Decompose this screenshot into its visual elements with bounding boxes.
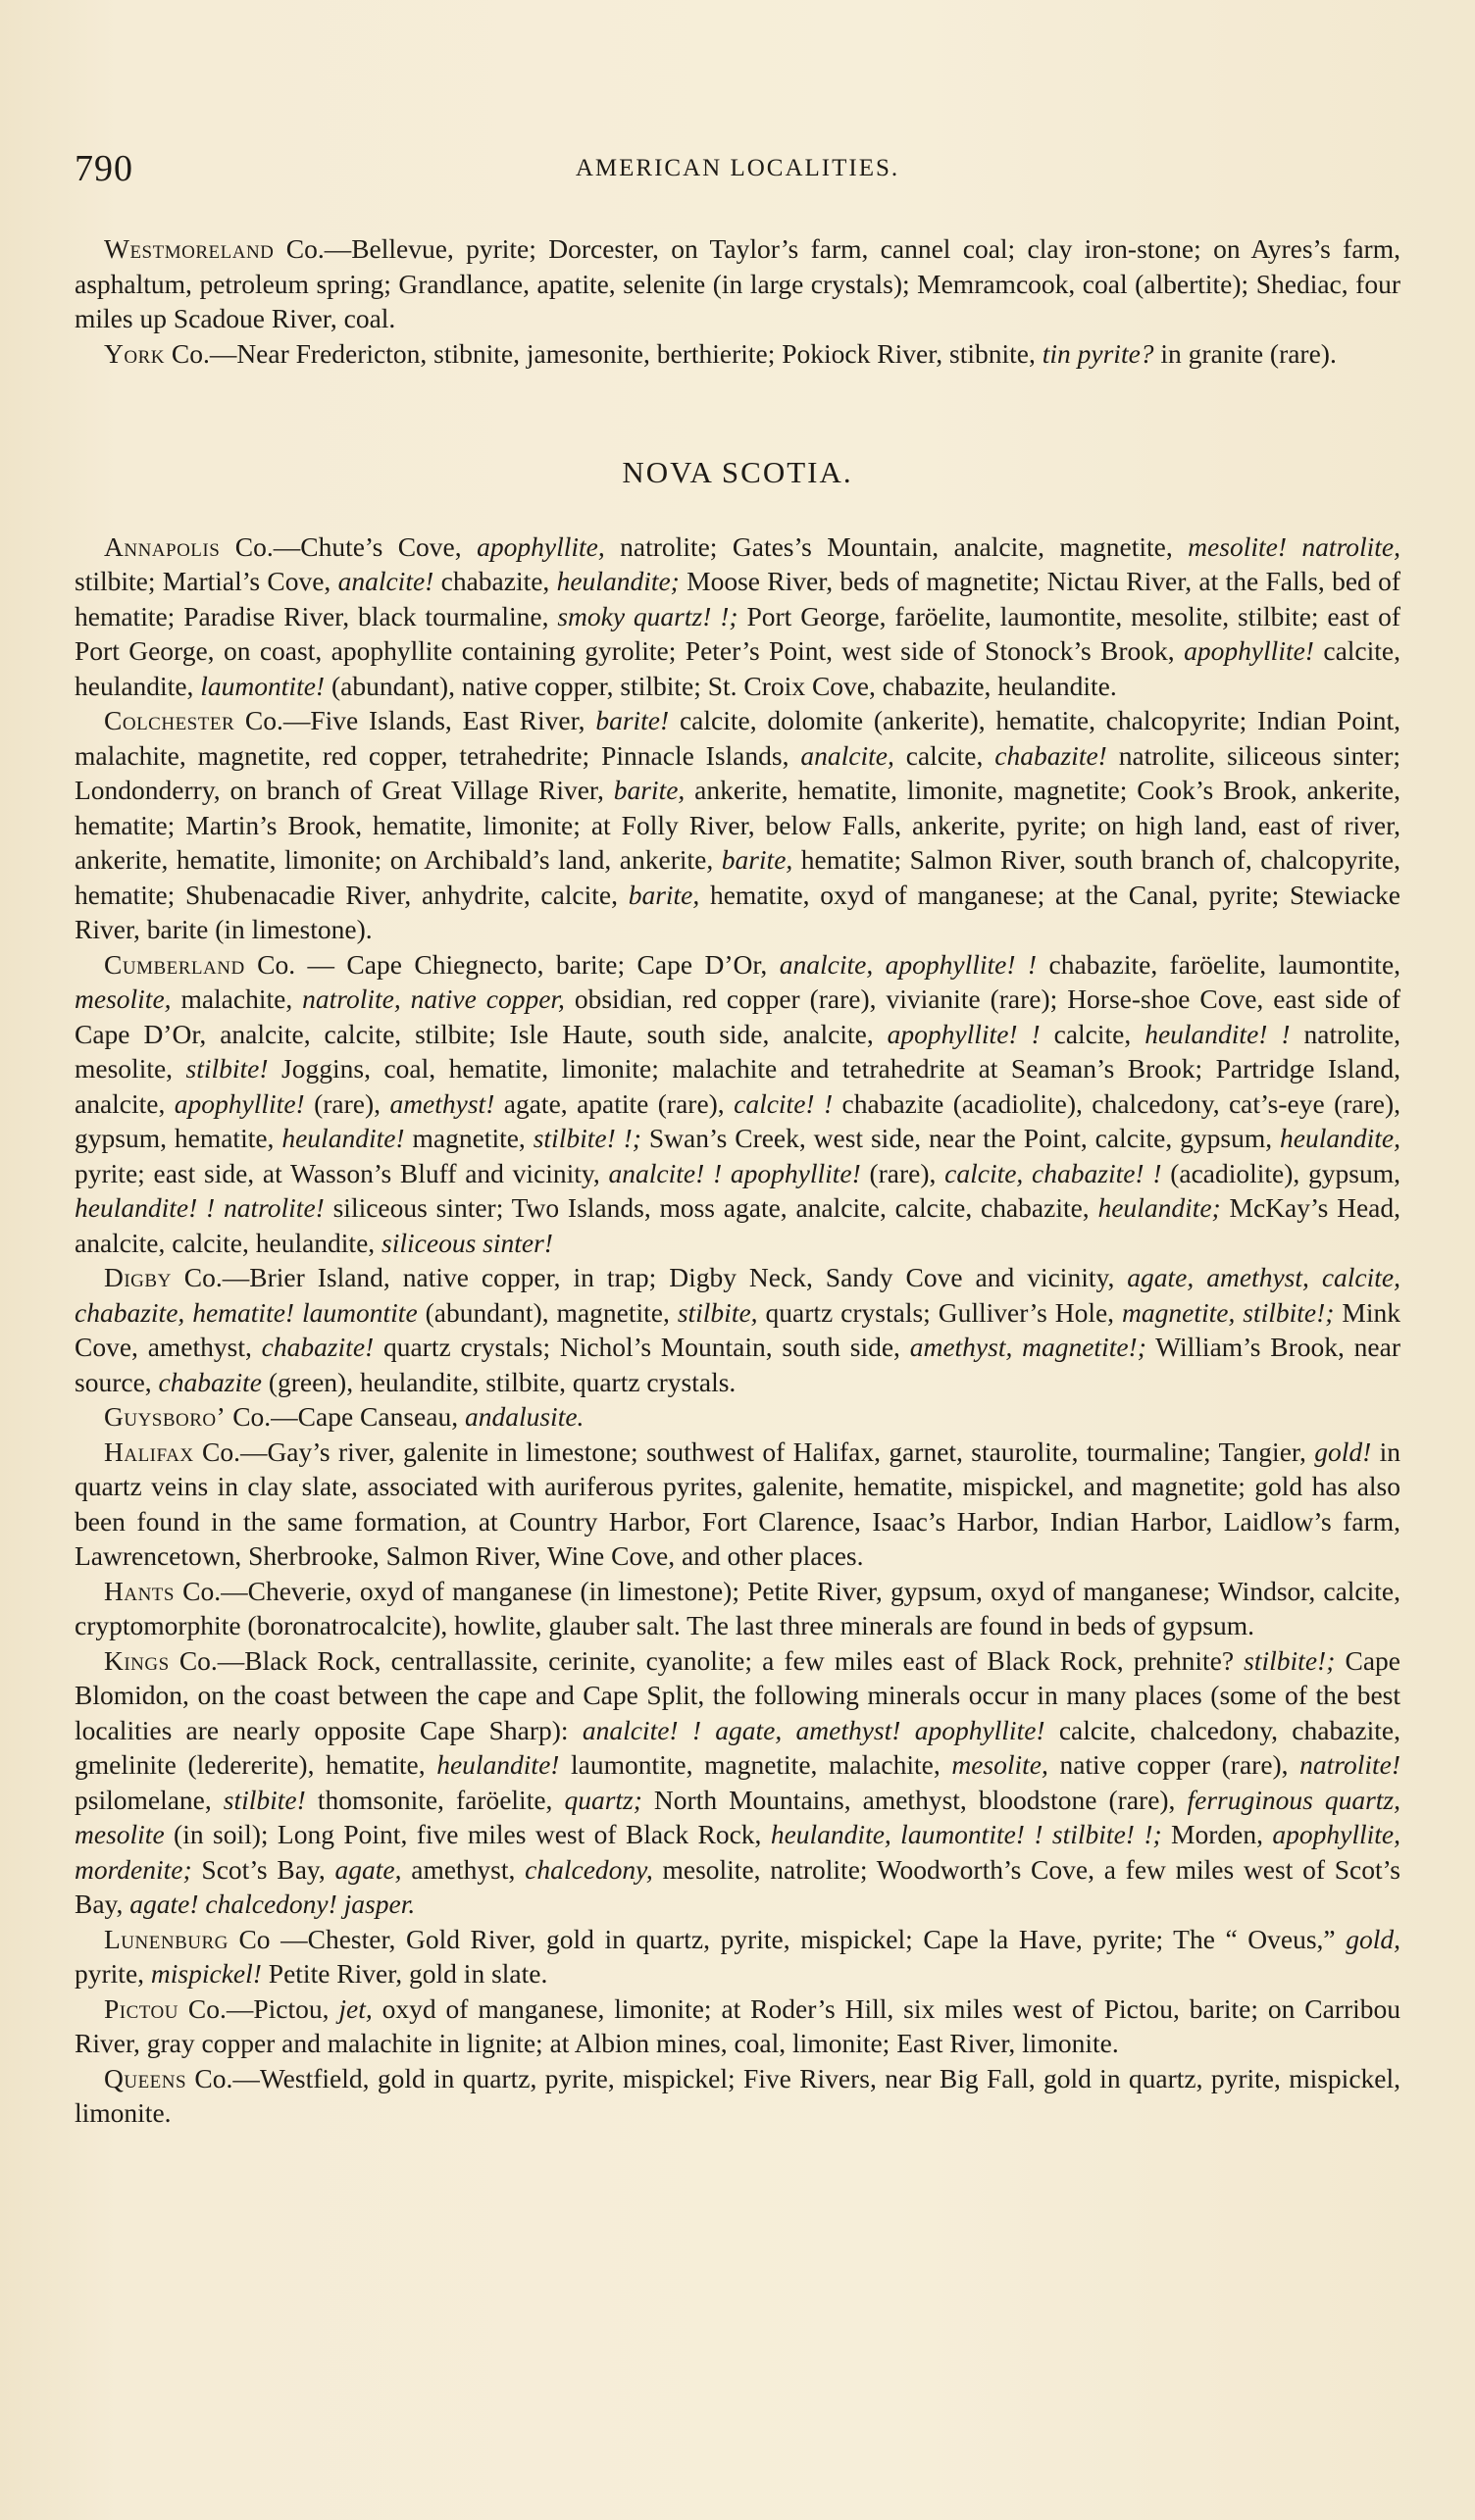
- county-entry: [75, 231, 1400, 336]
- entry-text: Petite River, gold in slate.: [261, 1958, 548, 1989]
- mineral-emphasis: analcite, apophyllite! !: [779, 948, 1038, 980]
- mineral-emphasis: mesolite,: [951, 1749, 1048, 1780]
- entry-text: calcite, chalcedony, chabazite, gmelinite (ledererite), hematite,: [75, 1714, 1400, 1780]
- entry-text: natrolite, mesolite,: [75, 1018, 1401, 1084]
- entry-text: chabazite (acadiolite), chalcedony, cat’s-eye (rare), gypsum, hematite,: [75, 1087, 1401, 1153]
- entry-text: Co. — Cape Chiegnecto, barite; Cape D’Or,: [244, 948, 780, 980]
- mineral-emphasis: analcite!: [337, 566, 434, 596]
- entry-text: Co.—Chute’s Cove,: [220, 530, 478, 562]
- entry-text: ankerite, hematite, limonite, magnetite; Cook’s Brook, ankerite, hematite; Martin’s Brook, hematite, limonite; at Folly River, below Falls, ankerite, pyrite; on high land, east of river, ankerite, hematite, limonite; on Archibald’s land, ankerite,: [75, 775, 1400, 875]
- entry-text: (acadiolite), gypsum,: [1161, 1157, 1400, 1188]
- entry-text: quartz crystals; Nichol’s Mountain, south side,: [374, 1332, 910, 1362]
- entry-text: malachite,: [171, 983, 303, 1014]
- mineral-emphasis: gold!: [1314, 1436, 1372, 1467]
- entry-text: Co.—Cheverie, oxyd of manganese (in limestone); Petite River, gypsum, oxyd of manganese; Windsor, calcite, cryptomorphite (boronatrocalcite), howlite, glauber salt. The last three minerals are found in beds of gypsum.: [75, 1575, 1400, 1640]
- county-entry: [75, 1922, 1400, 1991]
- entry-text: agate, apatite (rare),: [494, 1087, 735, 1119]
- mineral-emphasis: ferruginous quartz, mesolite: [75, 1784, 1400, 1849]
- mineral-emphasis: mesolite,: [75, 983, 172, 1014]
- mineral-emphasis: stilbite,: [677, 1296, 758, 1328]
- entry-text: (rare),: [860, 1157, 945, 1188]
- entry-text: (abundant), magnetite,: [417, 1296, 678, 1328]
- mineral-emphasis: barite,: [613, 775, 686, 805]
- county-name: Colchester: [104, 705, 235, 735]
- entry-text: Co.—Pictou,: [178, 1992, 339, 2024]
- mineral-emphasis: natrolite!: [1299, 1749, 1401, 1780]
- mineral-emphasis: apophyllite,: [477, 530, 605, 562]
- county-entry: [75, 1435, 1400, 1574]
- entry-text: oxyd of manganese, limonite; at Roder’s Hill, six miles west of Pictou, barite; on Carribou River, gray copper and malachite in lignite; at Albion mines, coal, limonite; East River, limonite.: [75, 1992, 1400, 2058]
- mineral-emphasis: calcite, chabazite! !: [944, 1157, 1162, 1188]
- mineral-emphasis: heulandite!: [281, 1123, 405, 1153]
- mineral-emphasis: analcite! ! apophyllite!: [608, 1157, 861, 1188]
- county-entry: [75, 336, 1400, 372]
- entry-text: siliceous sinter; Two Islands, moss agate, analcite, calcite, chabazite,: [324, 1192, 1098, 1223]
- entry-text: hematite; Salmon River, south branch of, chalcopyrite, hematite; Shubenacadie River, anhydrite, calcite,: [75, 844, 1400, 910]
- mineral-emphasis: heulandite, laumontite! ! stilbite! !;: [770, 1819, 1162, 1849]
- page-number: 790: [75, 148, 133, 189]
- mineral-emphasis: chalcedony,: [525, 1853, 653, 1885]
- mineral-emphasis: stilbite!: [223, 1784, 306, 1815]
- mineral-emphasis: chabazite!: [261, 1332, 375, 1362]
- entry-text: Co.—Black Rock, centrallassite, cerinite, cyanolite; a few miles east of Black Rock, prehnite?: [169, 1644, 1245, 1676]
- county-entry: [75, 1260, 1400, 1399]
- new-brunswick-entries: [75, 231, 1400, 371]
- mineral-emphasis: analcite,: [800, 739, 894, 771]
- entry-text: thomsonite, faröelite,: [305, 1784, 565, 1815]
- mineral-emphasis: apophyllite!: [174, 1087, 305, 1119]
- entry-text: Port George, faröelite, laumontite, mesolite, stilbite; east of Port George, on coast, apophyllite containing gyrolite; Peter’s Point, west side of Stonock’s Brook,: [75, 600, 1400, 666]
- entry-text: Co.—Brier Island, native copper, in trap; Digby Neck, Sandy Cove and vicinity,: [171, 1262, 1128, 1292]
- entry-text: stilbite; Martial’s Cove,: [75, 566, 338, 596]
- entry-text: McKay’s Head, analcite, calcite, heulandite,: [75, 1192, 1400, 1258]
- entry-text: Scot’s Bay,: [191, 1853, 335, 1885]
- mineral-emphasis: jet,: [338, 1992, 373, 2024]
- mineral-emphasis: apophyllite! !: [887, 1018, 1041, 1049]
- entry-text: mesolite, natrolite; Woodworth’s Cove, a few miles west of Scot’s Bay,: [75, 1853, 1400, 1919]
- mineral-emphasis: apophyllite!: [1184, 635, 1314, 666]
- county-entry: [75, 1643, 1400, 1922]
- entry-text: William’s Brook, near source,: [75, 1332, 1400, 1397]
- mineral-emphasis: gold,: [1346, 1923, 1400, 1954]
- county-entry: [75, 1991, 1400, 2061]
- mineral-emphasis: quartz;: [564, 1784, 642, 1815]
- mineral-emphasis: amethyst!: [389, 1087, 495, 1119]
- entry-text: North Mountains, amethyst, bloodstone (rare),: [641, 1784, 1188, 1815]
- entry-text: Cape Blomidon, on the coast between the cape and Cape Split, the following minerals occur in many places (some of the best localities are nearly opposite Cape Sharp):: [75, 1644, 1400, 1745]
- mineral-emphasis: stilbite!;: [1244, 1644, 1336, 1676]
- entry-text: calcite,: [893, 739, 995, 771]
- entry-text: Swan’s Creek, west side, near the Point, calcite, gypsum,: [640, 1123, 1281, 1153]
- mineral-emphasis: stilbite! !;: [533, 1123, 641, 1153]
- section-heading-nova-scotia: NOVA SCOTIA.: [622, 455, 853, 489]
- mineral-emphasis: barite,: [628, 879, 700, 910]
- county-name: Westmoreland: [104, 233, 275, 264]
- entry-text: pyrite; east side, at Wasson’s Bluff and vicinity,: [75, 1157, 609, 1188]
- mineral-emphasis: heulandite;: [556, 566, 680, 596]
- county-entry: [75, 1574, 1400, 1643]
- mineral-emphasis: heulandite!: [436, 1749, 560, 1780]
- mineral-emphasis: calcite! !: [734, 1087, 834, 1119]
- mineral-emphasis: amethyst, magnetite!;: [909, 1332, 1146, 1362]
- county-entry: [75, 2061, 1400, 2131]
- mineral-emphasis: barite,: [721, 844, 793, 875]
- mineral-emphasis: siliceous sinter!: [381, 1227, 553, 1258]
- county-entry: [75, 1399, 1400, 1435]
- entry-text: Co.—Cape Canseau,: [226, 1401, 465, 1432]
- entry-text: laumontite, magnetite, malachite,: [559, 1749, 952, 1780]
- entry-text: natrolite; Gates’s Mountain, analcite, magnetite,: [604, 530, 1189, 562]
- county-entry: [75, 703, 1400, 947]
- nova-scotia-entries: [75, 529, 1400, 2131]
- mineral-emphasis: andalusite.: [464, 1401, 585, 1432]
- page-header: [75, 147, 1400, 196]
- entry-text: Mink Cove, amethyst,: [75, 1296, 1401, 1362]
- entry-text: Co —Chester, Gold River, gold in quartz, pyrite, mispickel; Cape la Have, pyrite; The “ Oveus,”: [228, 1923, 1347, 1954]
- mineral-emphasis: apophyllite, mordenite;: [75, 1819, 1401, 1885]
- mineral-emphasis: heulandite;: [1097, 1192, 1221, 1223]
- mineral-emphasis: magnetite, stilbite!;: [1122, 1296, 1335, 1328]
- county-name: Pictou: [104, 1992, 178, 2024]
- mineral-emphasis: laumontite!: [200, 670, 326, 701]
- mineral-emphasis: analcite! ! agate, amethyst! apophyllite!: [582, 1714, 1045, 1745]
- entry-text: (in soil); Long Point, five miles west of Black Rock,: [164, 1819, 771, 1849]
- county-name: Halifax: [104, 1436, 194, 1467]
- county-name: Kings: [104, 1644, 170, 1676]
- mineral-emphasis: heulandite,: [1280, 1123, 1401, 1153]
- mineral-emphasis: natrolite, native copper,: [302, 983, 565, 1014]
- mineral-emphasis: barite!: [595, 705, 670, 735]
- mineral-emphasis: heulandite! ! natrolite!: [75, 1192, 325, 1223]
- mineral-emphasis: smoky quartz! !;: [557, 600, 738, 631]
- entry-text: Co.—Westfield, gold in quartz, pyrite, mispickel; Five Rivers, near Big Fall, gold in quartz, pyrite, mispickel, limonite.: [75, 2062, 1400, 2128]
- entry-text: (green), heulandite, stilbite, quartz crystals.: [261, 1366, 737, 1397]
- entry-text: (abundant), native copper, stilbite; St. Croix Cove, chabazite, heulandite.: [325, 670, 1117, 701]
- entry-text: Morden,: [1161, 1819, 1273, 1849]
- page-body: [75, 231, 1400, 2131]
- entry-text: Co.—Five Islands, East River,: [234, 705, 596, 735]
- mineral-emphasis: chabazite: [158, 1366, 262, 1397]
- entry-text: hematite, oxyd of manganese; at the Canal, pyrite; Stewiacke River, barite (in limestone).: [75, 879, 1401, 944]
- entry-text: chabazite,: [433, 566, 557, 596]
- entry-text: native copper (rare),: [1047, 1749, 1300, 1780]
- county-name: Guysboro’: [104, 1401, 227, 1432]
- county-name: York: [104, 337, 165, 369]
- entry-text: quartz crystals; Gulliver’s Hole,: [757, 1296, 1123, 1328]
- entry-text: pyrite,: [75, 1958, 151, 1989]
- county-name: Lunenburg: [104, 1923, 229, 1954]
- mineral-emphasis: mispickel!: [150, 1958, 262, 1989]
- entry-text: magnetite,: [404, 1123, 534, 1153]
- county-name: Cumberland: [104, 948, 245, 980]
- entry-text: in quartz veins in clay slate, associated with auriferous pyrites, galenite, hematite, mispickel, and magnetite; gold has also been found in the same formation, at Country Harbor, Fort Clarence, Isaac’s Harbor, Indian Harbor, Laidlow’s farm, Lawrencetown, Sherbrooke, Salmon River, Wine Cove, and other places.: [75, 1436, 1400, 1571]
- entry-text: Joggins, coal, hematite, limonite; malachite and tetrahedrite at Seaman’s Brook; Partridge Island, analcite,: [75, 1053, 1400, 1119]
- mineral-emphasis: stilbite!: [185, 1053, 269, 1084]
- running-title: AMERICAN LOCALITIES.: [575, 155, 900, 181]
- mineral-emphasis: heulandite! !: [1144, 1018, 1291, 1049]
- county-entry: [75, 947, 1400, 1261]
- entry-text: Co.—Gay’s river, galenite in limestone; southwest of Halifax, garnet, staurolite, tourmaline; Tangier,: [193, 1436, 1315, 1467]
- entry-text: amethyst,: [401, 1853, 526, 1885]
- mineral-emphasis: agate, amethyst, calcite, chabazite, hematite! laumontite: [75, 1262, 1400, 1328]
- county-name: Digby: [104, 1262, 172, 1292]
- entry-text: psilomelane,: [75, 1784, 224, 1815]
- mineral-emphasis: agate,: [334, 1853, 402, 1885]
- county-name: Annapolis: [104, 530, 221, 562]
- entry-text: Co.—Near Fredericton, stibnite, jamesonite, berthierite; Pokiock River, stibnite,: [164, 337, 1043, 369]
- mineral-emphasis: agate! chalcedony! jasper.: [129, 1889, 416, 1919]
- mineral-emphasis: chabazite!: [994, 739, 1107, 771]
- county-name: Hants: [104, 1575, 175, 1606]
- mineral-emphasis: mesolite! natrolite,: [1188, 530, 1401, 562]
- county-entry: [75, 529, 1400, 704]
- entry-text: natrolite, siliceous sinter; Londonderry, on branch of Great Village River,: [75, 739, 1400, 805]
- county-name: Queens: [104, 2062, 187, 2093]
- entry-text: obsidian, red copper (rare), vivianite (rare); Horse-shoe Cove, east side of Cape D’Or, analcite, calcite, stilbite; Isle Haute, south side, analcite,: [75, 983, 1400, 1049]
- entry-text: (rare),: [304, 1087, 390, 1119]
- entry-text: in granite (rare).: [1153, 337, 1337, 369]
- entry-text: calcite, dolomite (ankerite), hematite, chalcopyrite; Indian Point, malachite, magnetite, red copper, tetrahedrite; Pinnacle Islands,: [75, 705, 1400, 771]
- entry-text: chabazite, faröelite, laumontite,: [1037, 948, 1401, 980]
- entry-text: calcite,: [1040, 1018, 1145, 1049]
- entry-text: calcite, heulandite,: [75, 635, 1400, 701]
- entry-text: Moose River, beds of magnetite; Nictau River, at the Falls, bed of hematite; Paradise River, black tourmaline,: [75, 566, 1400, 631]
- entry-text: Co.—Bellevue, pyrite; Dorcester, on Taylor’s farm, cannel coal; clay iron-stone; on Ayres’s farm, asphaltum, petroleum spring; Grandlance, apatite, selenite (in large crystals); Memramcook, coal (albertite); Shediac, four miles up Scadoue River, coal.: [75, 233, 1400, 333]
- mineral-emphasis: tin pyrite?: [1042, 337, 1154, 369]
